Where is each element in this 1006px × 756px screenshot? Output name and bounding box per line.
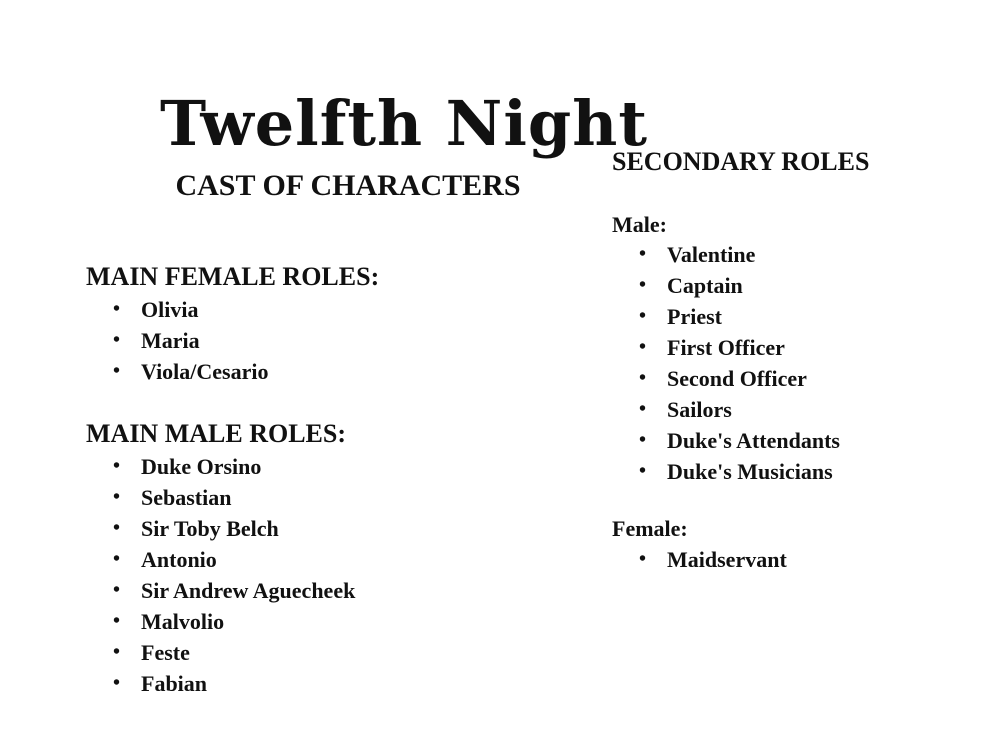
secondary-male-list [639,239,939,487]
bullet-icon: • [639,274,647,296]
list-item: • Duke's Musicians [639,456,939,487]
main-female-roles-list [113,294,413,387]
bullet-icon: • [113,548,121,570]
main-male-roles-heading: MAIN MALE ROLES: [86,419,347,448]
list-item: • Valentine [639,239,939,270]
list-item: • Maidservant [639,544,939,575]
page-subtitle: CAST OF CHARACTERS [175,169,521,202]
list-item: • First Officer [639,332,939,363]
secondary-roles-heading: SECONDARY ROLES [612,147,870,176]
bullet-icon: • [113,455,121,477]
secondary-female-heading: Female: [612,516,688,541]
list-item: • Olivia [113,294,413,325]
bullet-icon: • [639,336,647,358]
secondary-male-heading: Male: [612,212,667,237]
bullet-icon: • [113,517,121,539]
list-item: • Duke Orsino [113,451,433,482]
bullet-icon: • [113,610,121,632]
list-item: • Duke's Attendants [639,425,939,456]
bullet-icon: • [113,486,121,508]
bullet-icon: • [639,398,647,420]
list-item: • Malvolio [113,606,433,637]
bullet-icon: • [113,672,121,694]
list-item: • Sebastian [113,482,433,513]
page-title: Twelfth Night [160,87,648,160]
bullet-icon: • [113,360,121,382]
main-male-roles-list [113,451,433,699]
list-item: • Feste [113,637,433,668]
bullet-icon: • [113,298,121,320]
bullet-icon: • [639,305,647,327]
bullet-icon: • [639,548,647,570]
secondary-female-list [639,544,939,575]
bullet-icon: • [113,579,121,601]
list-item: • Sir Toby Belch [113,513,433,544]
list-item: • Second Officer [639,363,939,394]
main-female-roles-heading: MAIN FEMALE ROLES: [86,262,380,291]
list-item: • Viola/Cesario [113,356,413,387]
bullet-icon: • [639,243,647,265]
list-item: • Antonio [113,544,433,575]
bullet-icon: • [113,329,121,351]
list-item: • Priest [639,301,939,332]
list-item: • Fabian [113,668,433,699]
list-item: • Maria [113,325,413,356]
list-item: • Sailors [639,394,939,425]
bullet-icon: • [639,429,647,451]
bullet-icon: • [639,460,647,482]
bullet-icon: • [113,641,121,663]
bullet-icon: • [639,367,647,389]
list-item: • Captain [639,270,939,301]
list-item: • Sir Andrew Aguecheek [113,575,433,606]
